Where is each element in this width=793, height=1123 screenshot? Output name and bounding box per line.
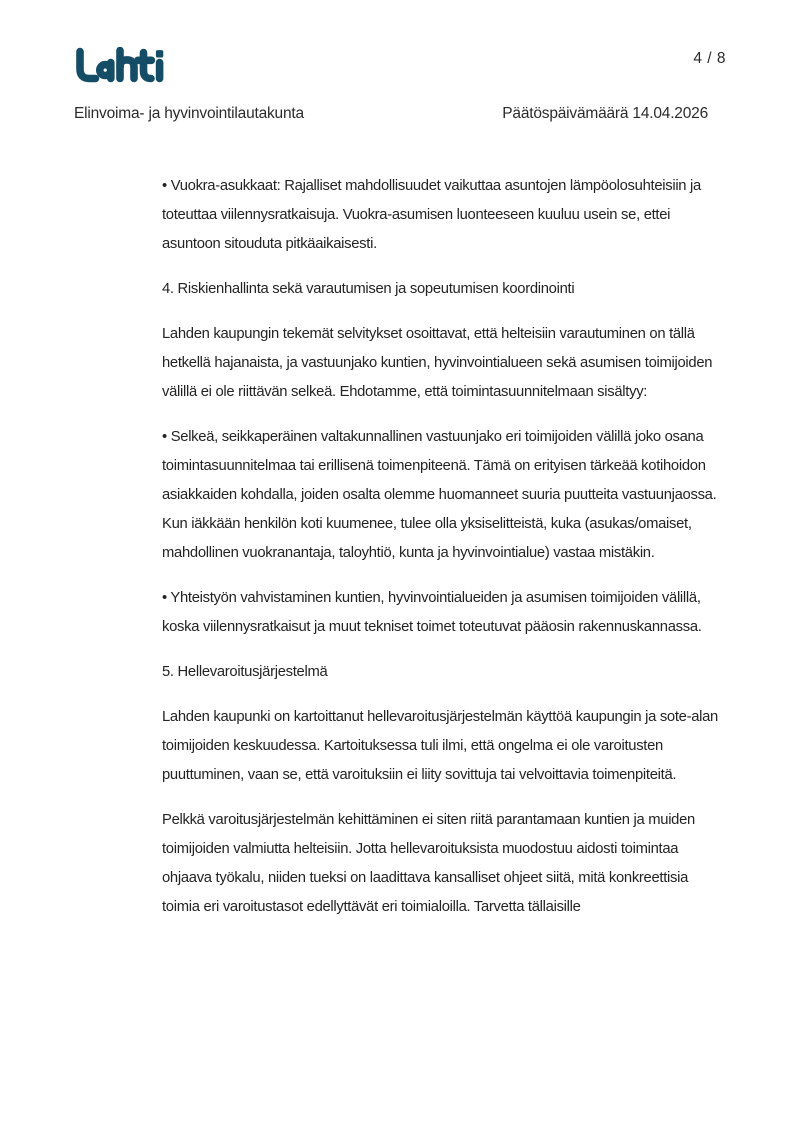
page-number: 4 / 8 [693,50,726,67]
section-heading-5-heat-warning-system: 5. Hellevaroitusjärjestelmä [162,664,328,680]
bullet-paragraph-cooperation: • Yhteistyön vahvistaminen kuntien, hyvinvointialueiden ja asumisen toimijoiden välillä, koska viilennysratkaisut ja muut tekniset toimet toteutuvat pääosin rakennuskannassa. [162,590,702,635]
logo-letter-t-stem [144,53,152,79]
logo-letter-L [80,52,96,79]
committee-name: Elinvoima- ja hyvinvointilautakunta [74,105,304,122]
logo-letter-i-dot [156,50,163,57]
section-heading-4-risk-management: 4. Riskienhallinta sekä varautumisen ja sopeutumisen koordinointi [162,281,575,297]
bullet-paragraph-tenants: • Vuokra-asukkaat: Rajalliset mahdollisuudet vaikuttaa asuntojen lämpöolosuhteisiin ja toteuttaa viilennysratkaisuja. Vuokra-asumisen luonteeseen kuuluu usein se, ettei asuntoon sitouduta pitkäaikaisesti. [162,178,701,252]
bullet-paragraph-responsibility-division: • Selkeä, seikkaperäinen valtakunnallinen vastuunjako eri toimijoiden välillä joko osana toimintasuunnitelmaa tai erillisenä toimenpiteenä. Tämä on erityisen tärkeää kotihoidon asiakkaiden kohdalla, joiden osalta olemme huomanneet suuria puutteita vastuunjaossa. Kun iäkkään henkilön koti kuumenee, tulee olla yksiselitteistä, kuka (asukas/omaiset, mahdollinen vuokranantaja, taloyhtiö, kunta ja hyvinvointialue) vastaa mistäkin. [162,429,717,561]
document-header-row [74,105,708,123]
lahti-logo-icon [74,47,168,84]
body-paragraph-warning-system-development: Pelkkä varoitusjärjestelmän kehittäminen ei siten riitä parantamaan kuntien ja muiden toimijoiden valmiutta helteisiin. Jotta hellevaroituksista muodostuu aidosti toimintaa ohjaava työkalu, niiden tueksi on laadittava kansalliset ohjeet siitä, mitä konkreettisia toimia eri varoitustasot edellyttävät eri toimialoilla. Tarvetta tällaisille [162,812,695,915]
body-paragraph-surveys: Lahden kaupungin tekemät selvitykset osoittavat, että helteisiin varautuminen on tällä hetkellä hajanaista, ja vastuunjako kuntien, hyvinvointialueen sekä asumisen toimijoiden välillä ei ole riittävän selkeä. Ehdotamme, että toimintasuunnitelmaan sisältyy: [162,326,713,400]
document-body [162,172,728,938]
decision-date: Päätöspäivämäärä 14.04.2026 [502,105,708,122]
body-paragraph-heat-warning-survey: Lahden kaupunki on kartoittanut hellevaroitusjärjestelmän käyttöä kaupungin ja sote-alan toimijoiden keskuudessa. Kartoituksessa tuli ilmi, että ongelma ei ole varoitusten puuttuminen, vaan se, että varoituksiin ei liity sovittuja tai velvoittavia toimenpiteitä. [162,709,718,783]
